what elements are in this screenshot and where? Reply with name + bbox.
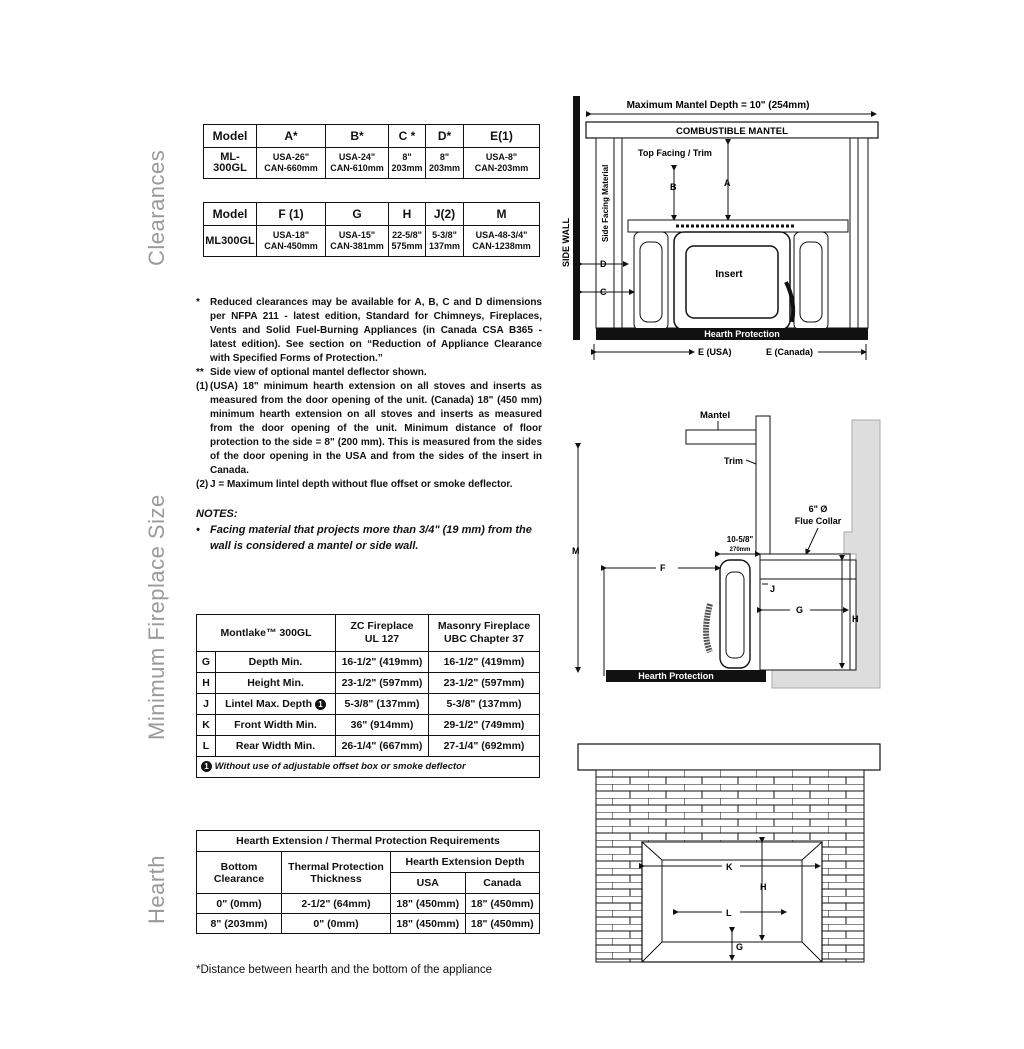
combustible-mantel-label: COMBUSTIBLE MANTEL bbox=[676, 126, 788, 137]
dim-c: C bbox=[600, 287, 607, 297]
dim-j: J bbox=[770, 584, 776, 594]
cell-e: USA-8" CAN-203mm bbox=[464, 148, 540, 179]
e-canada-label: E (Canada) bbox=[766, 347, 814, 357]
col-header: D* bbox=[426, 125, 464, 148]
notes-text: Facing material that projects more than 3/4" (19 mm) from the wall is considered a mantel or side wall. bbox=[210, 524, 532, 552]
col-header: E(1) bbox=[464, 125, 540, 148]
model-cell: ML- 300GL bbox=[204, 148, 257, 179]
side-view-diagram bbox=[560, 404, 890, 694]
dim-k: K bbox=[726, 862, 733, 872]
table-row bbox=[204, 226, 540, 257]
dim-h: H bbox=[760, 882, 767, 892]
col-header: A* bbox=[257, 125, 326, 148]
col-header: G bbox=[326, 203, 389, 226]
col-header: M bbox=[464, 203, 540, 226]
table-row: 8" (203mm) 0" (0mm) 18" (450mm) 18" (450mm) bbox=[197, 914, 540, 934]
table-row bbox=[204, 148, 540, 179]
col-header: ZC Fireplace UL 127 bbox=[336, 615, 429, 652]
dim-d: D bbox=[600, 259, 607, 269]
table-row: 0" (0mm) 2-1/2" (64mm) 18" (450mm) 18" (450mm) bbox=[197, 894, 540, 914]
brick-fireplace-diagram bbox=[576, 742, 886, 968]
notes-heading: NOTES: bbox=[196, 508, 238, 520]
side-facing-label: Side Facing Material bbox=[601, 164, 610, 242]
col-header: Model bbox=[204, 203, 257, 226]
cell-d: 8" 203mm bbox=[426, 148, 464, 179]
cell-g: USA-15" CAN-381mm bbox=[326, 226, 389, 257]
col-header: C * bbox=[389, 125, 426, 148]
dim-a: A bbox=[724, 178, 731, 188]
clearance-table-2 bbox=[203, 202, 540, 257]
dim-f: F bbox=[660, 563, 666, 573]
cell-h: 22-5/8" 575mm bbox=[389, 226, 426, 257]
table-row: H Height Min. 23-1/2" (597mm) 23-1/2" (597mm) bbox=[197, 673, 540, 694]
table-row: J Lintel Max. Depth 1 5-3/8" (137mm) 5-3/8" (137mm) bbox=[197, 694, 540, 715]
notes bbox=[196, 506, 542, 554]
section-title-min-fireplace: Minimum Fireplace Size bbox=[144, 494, 169, 740]
cell-a: USA-26" CAN-660mm bbox=[257, 148, 326, 179]
hearth-table-title: Hearth Extension / Thermal Protection Requirements bbox=[197, 831, 540, 852]
e-usa-label: E (USA) bbox=[698, 347, 732, 357]
mantel-label: Mantel bbox=[700, 410, 731, 421]
table-row: 1 Without use of adjustable offset box or smoke deflector bbox=[197, 757, 540, 778]
side-wall-label: SIDE WALL bbox=[561, 218, 571, 267]
cell-j: 5-3/8" 137mm bbox=[426, 226, 464, 257]
footnote: ** Side view of optional mantel deflector shown. bbox=[196, 367, 427, 378]
hearth-footnote: *Distance between hearth and the bottom of the appliance bbox=[196, 964, 493, 976]
model-cell: ML300GL bbox=[204, 226, 257, 257]
max-mantel-label: Maximum Mantel Depth = 10" (254mm) bbox=[626, 100, 810, 111]
note-marker: 1 bbox=[201, 761, 212, 772]
section-title-hearth: Hearth bbox=[144, 854, 169, 924]
col-header: F (1) bbox=[257, 203, 326, 226]
table-row: L Rear Width Min. 26-1/4" (667mm) 27-1/4" (692mm) bbox=[197, 736, 540, 757]
dim-m: M bbox=[572, 546, 580, 556]
col-header: Montlake™ 300GL bbox=[197, 615, 336, 652]
note-marker: 1 bbox=[315, 699, 326, 710]
bullet: • bbox=[196, 524, 200, 536]
top-facing-label: Top Facing / Trim bbox=[638, 148, 712, 158]
footnote: * Reduced clearances may be available for A, B, C and D dimensions per NFPA 211 - latest edition, Standard for Chimneys, Fireplaces, Vents and Solid Fuel-Burning Appliances (in Canada CSA B365 - latest edition). See section on “Reduction of Appliance Clearance with Specified Forms of Protection.” bbox=[196, 297, 542, 364]
col-header: B* bbox=[326, 125, 389, 148]
footnotes bbox=[196, 296, 542, 492]
col-header: H bbox=[389, 203, 426, 226]
col-header: Model bbox=[204, 125, 257, 148]
fireplace-size-table bbox=[196, 614, 540, 778]
dim-h: H bbox=[852, 614, 859, 624]
col-header: Masonry Fireplace UBC Chapter 37 bbox=[429, 615, 540, 652]
col-header: J(2) bbox=[426, 203, 464, 226]
dim-g: G bbox=[796, 605, 804, 615]
cell-c: 8" 203mm bbox=[389, 148, 426, 179]
front-clearance-diagram bbox=[556, 92, 886, 364]
cell-f: USA-18" CAN-450mm bbox=[257, 226, 326, 257]
table-row: G Depth Min. 16-1/2" (419mm) 16-1/2" (419mm) bbox=[197, 652, 540, 673]
cell-b: USA-24" CAN-610mm bbox=[326, 148, 389, 179]
hearth-protection-label: Hearth Protection bbox=[704, 329, 780, 339]
dim-10-5-8: 10-5/8" 270mm bbox=[726, 535, 754, 553]
footnote: (2) J = Maximum lintel depth without flue offset or smoke deflector. bbox=[196, 479, 513, 490]
footnote: (1) (USA) 18" minimum hearth extension on all stoves and inserts as measured from the door opening of the unit. (Canada) 18" (450 mm) minimum hearth extension on all stoves and inserts as measured from the door opening of the unit. Minimum distance of floor protection to the side = 8" (200 mm). This is measured from the sides of the door opening in the USA and from the sides of the insert in Canada. bbox=[196, 381, 542, 476]
insert-label: Insert bbox=[715, 269, 743, 280]
table-row: K Front Width Min. 36" (914mm) 29-1/2" (749mm) bbox=[197, 715, 540, 736]
dim-b: B bbox=[670, 182, 677, 192]
trim-label: Trim bbox=[724, 456, 744, 466]
hearth-protection-label: Hearth Protection bbox=[638, 671, 714, 681]
dim-l: L bbox=[726, 908, 732, 918]
flue-collar-label: 6" Ø Flue Collar bbox=[794, 504, 842, 526]
section-title-clearances: Clearances bbox=[144, 149, 169, 266]
dim-g: G bbox=[736, 942, 744, 952]
cell-m: USA-48-3/4" CAN-1238mm bbox=[464, 226, 540, 257]
hearth-table: Hearth Extension / Thermal Protection Requirements Bottom Clearance Thermal Protection Thickness Hearth Extension Depth USA Canada 0" (0mm) 2-1/2" (64mm) 18" (450mm) 18" (450mm) 8" (203mm) 0" (0mm) 18" (450mm) 18" (450mm) bbox=[196, 830, 540, 934]
clearance-table-1 bbox=[203, 124, 540, 179]
